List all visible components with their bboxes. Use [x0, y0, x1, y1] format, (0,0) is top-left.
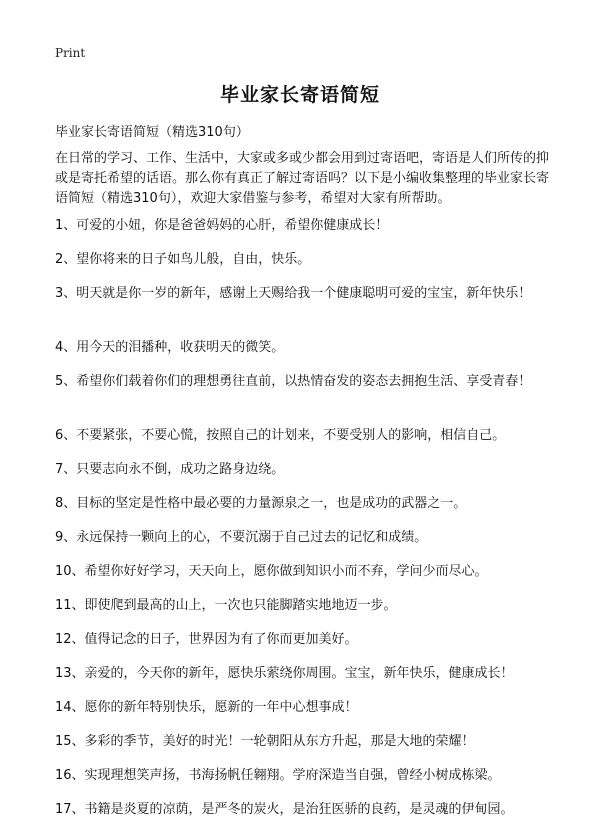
quote-item-13: 13、亲爱的，今天你的新年，愿快乐萦绕你周围。宝宝，新年快乐，健康成长！: [55, 666, 514, 681]
quote-list: [55, 216, 560, 834]
quote-item-17: 17、书籍是炎夏的凉荫，是严冬的炭火，是治狂医骄的良药，是灵魂的伊甸园。: [55, 802, 514, 817]
quote-item-1: 1、可爱的小妞，你是爸爸妈妈的心肝，希望你健康成长！: [55, 218, 389, 233]
quote-item-8: 8、目标的坚定是性格中最必要的力量源泉之一，也是成功的武器之一。: [55, 496, 467, 511]
page-subtitle: 毕业家长寄语简短（精选310句）: [55, 125, 249, 140]
quote-item-15: 15、多彩的季节，美好的时光！一轮朝阳从东方升起，那是大地的荣耀！: [55, 734, 475, 749]
quote-item-16: 16、实现理想笑声扬，书海扬帆任翱翔。学府深造当自强，曾经小树成栋梁。: [55, 768, 501, 783]
intro-paragraph: 在日常的学习、工作、生活中，大家或多或少都会用到过寄语吧，寄语是人们所传的抑或是寄托希望的话语。那么你有真正了解过寄语吗？以下是小编收集整理的毕业家长寄语简短（精选310句），欢迎大家借鉴与参考，希望对大家有所帮助。: [55, 151, 550, 206]
quote-item-11: 11、即使爬到最高的山上，一次也只能脚踏实地地迈一步。: [55, 598, 397, 613]
quote-item-12: 12、值得记念的日子，世界因为有了你而更加美好。: [55, 632, 358, 647]
page-title: 毕业家长寄语简短: [219, 84, 380, 106]
quote-item-9: 9、永远保持一颗向上的心，不要沉溺于自己过去的记忆和成绩。: [55, 530, 428, 545]
quote-item-4: 4、用今天的泪播种，收获明天的微笑。: [55, 340, 285, 355]
quote-item-5: 5、希望你们载着你们的理想勇往直前，以热情奋发的姿态去拥抱生活、享受青春！: [55, 374, 532, 389]
quote-item-14: 14、愿你的新年特别快乐，愿新的一年中心想事成！: [55, 700, 358, 715]
quote-item-7: 7、只要志向永不倒，成功之路身边绕。: [55, 462, 285, 477]
quote-item-6: 6、不要紧张，不要心慌，按照自己的计划来，不要受别人的影响，相信自己。: [55, 428, 506, 443]
quote-item-3: 3、明天就是你一岁的新年，感谢上天赐给我一个健康聪明可爱的宝宝，新年快乐！: [55, 286, 532, 301]
quote-item-10: 10、希望你好好学习，天天向上，愿你做到知识小而不弃，学问少而尽心。: [55, 564, 488, 579]
print-link[interactable]: Print: [55, 46, 86, 60]
quote-item-2: 2、望你将来的日子如鸟儿般，自由，快乐。: [55, 252, 311, 267]
